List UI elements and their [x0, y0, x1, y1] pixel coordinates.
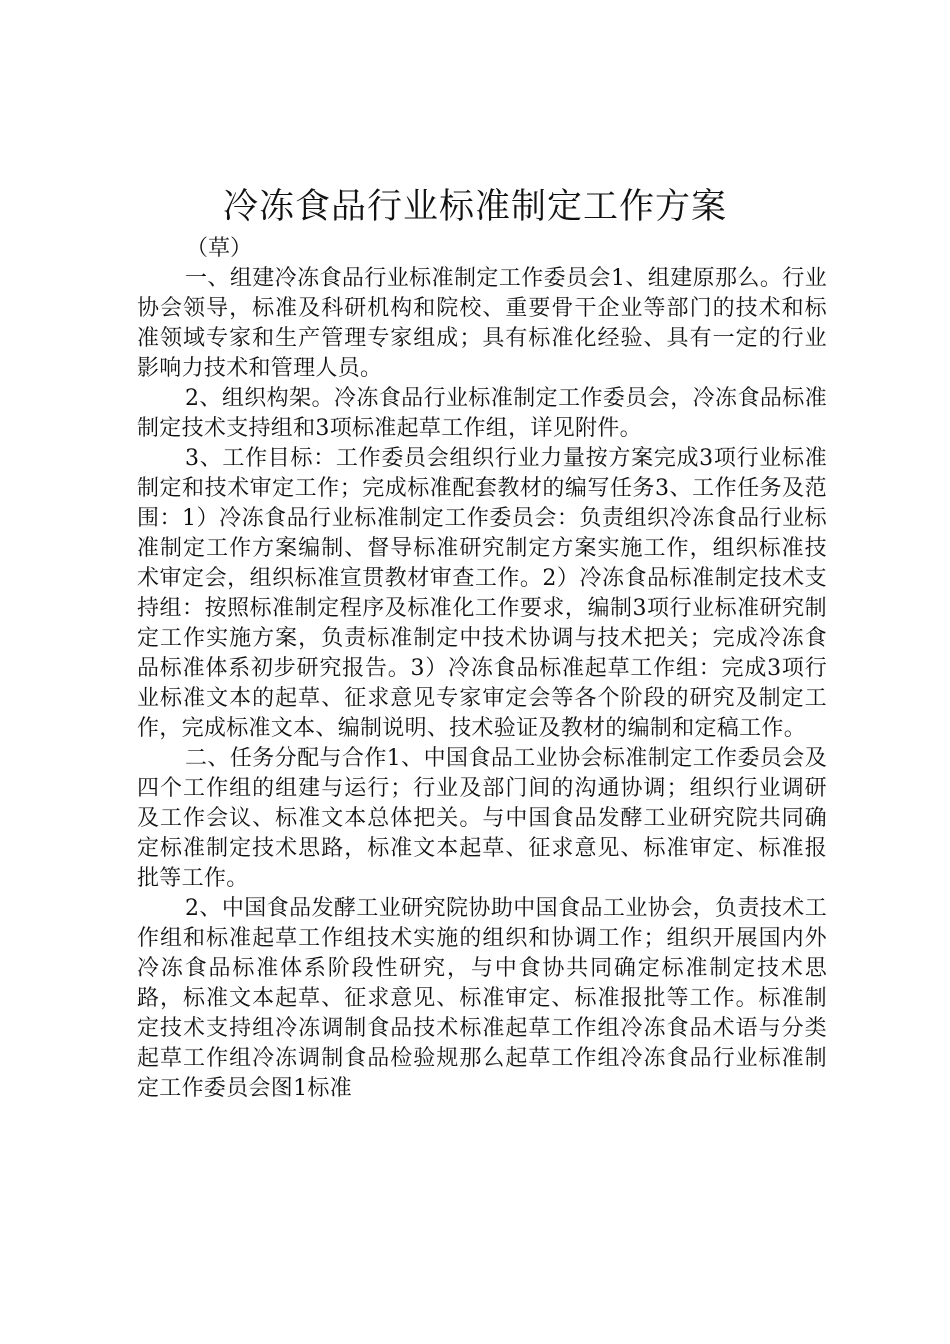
- paragraph-committee: 一、组建冷冻食品行业标准制定工作委员会1、组建原那么。行业协会领导，标准及科研机构和院校、重要骨干企业等部门的技术和标准领域专家和生产管理专家组成；具有标准化经验、具有一定的行业影响力技术和管理人员。: [137, 266, 827, 381]
- paragraph-goals: 3、工作目标：工作委员会组织行业力量按方案完成3项行业标准制定和技术审定工作；完成标准配套教材的编写任务3、工作任务及范围：1）冷冻食品行业标准制定工作委员会：负责组织冷冻食品行业标准制定工作方案编制、督导标准研究制定方案实施工作，组织标准技术审定会，组织标准宣贯教材审查工作。2）冷冻食品标准制定技术支持组：按照标准制定程序及标准化工作要求，编制3项行业标准研究制定工作实施方案，负责标准制定中技术协调与技术把关；完成冷冻食品标准体系初步研究报告。3）冷冻食品标准起草工作组：完成3项行业标准文本的起草、征求意见专家审定会等各个阶段的研究及制定工作，完成标准文本、编制说明、技术验证及教材的编制和定稿工作。: [137, 446, 827, 741]
- document-subtitle: （草）: [186, 236, 253, 261]
- document-title: 冷冻食品行业标准制定工作方案: [222, 187, 727, 227]
- paragraph-structure: 2、组织构架。冷冻食品行业标准制定工作委员会，冷冻食品标准制定技术支持组和3项标准起草工作组，详见附件。: [137, 386, 827, 441]
- document-body: [137, 264, 827, 1104]
- paragraph-task-division: 二、任务分配与合作1、中国食品工业协会标准制定工作委员会及四个工作组的组建与运行；行业及部门间的沟通协调；组织行业调研及工作会议、标准文本总体把关。与中国食品发酵工业研究院共同确定标准制定技术思路，标准文本起草、征求意见、标准审定、标准报批等工作。: [137, 746, 827, 891]
- paragraph-research-institute: 2、中国食品发酵工业研究院协助中国食品工业协会，负责技术工作组和标准起草工作组技术实施的组织和协调工作；组织开展国内外冷冻食品标准体系阶段性研究，与中食协共同确定标准制定技术思路，标准文本起草、征求意见、标准审定、标准报批等工作。标准制定技术支持组冷冻调制食品技术标准起草工作组冷冻食品术语与分类起草工作组冷冻调制食品检验规那么起草工作组冷冻食品行业标准制定工作委员会图1标准: [137, 896, 827, 1101]
